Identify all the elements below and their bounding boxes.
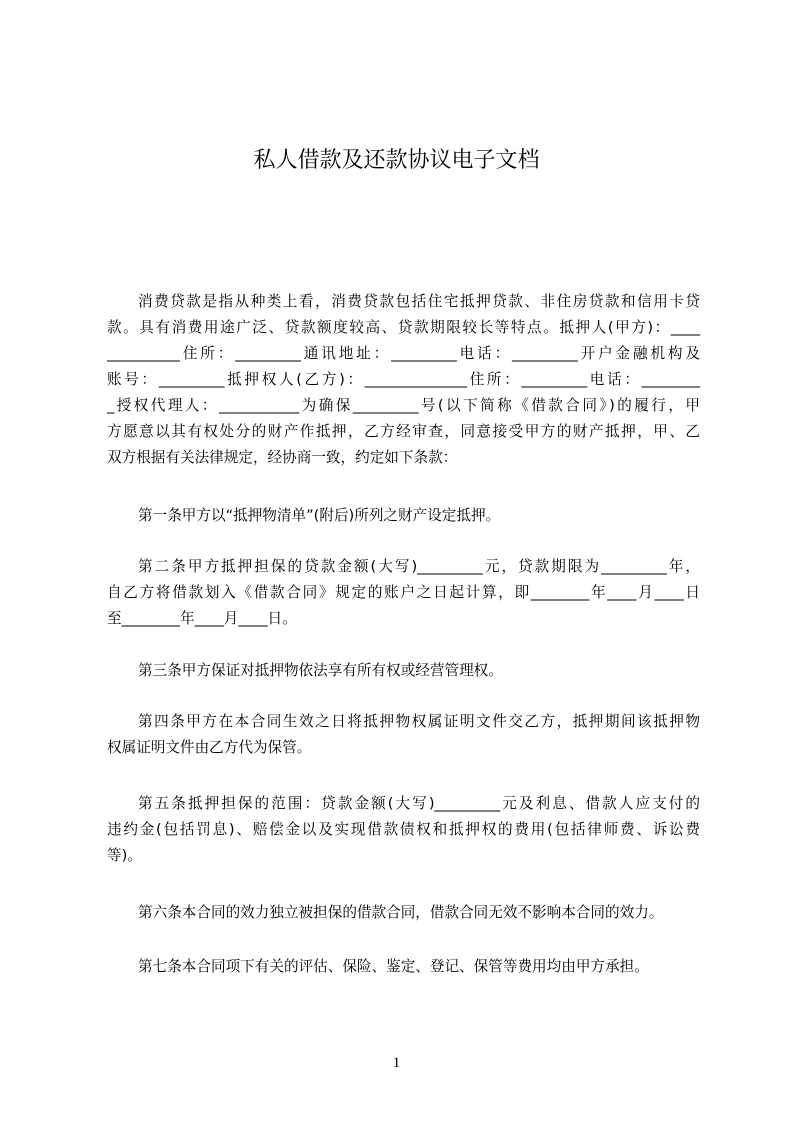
paragraph-line: 双方根据有关法律规定，经协商一致，约定如下条款： [107,449,458,466]
paragraph-line: 自乙方将借款划入《借款合同》规定的账户之日起计算，即________年____月____日 [107,584,700,601]
paragraph-line: __________住所：_________通讯地址：_________电话：_________开户金融机构及 [107,345,700,362]
paragraph-line: 等)。 [107,847,142,864]
paragraph-line: 第七条本合同项下有关的评估、保险、鉴定、登记、保管等费用均由甲方承担。 [138,958,649,975]
paragraph-line: 第一条甲方以“抵押物清单”(附后)所列之财产设定抵押。 [138,507,501,524]
paragraph-line: 第六条本合同的效力独立被担保的借款合同，借款合同无效不影响本合同的效力。 [138,904,664,921]
paragraph-line: 第四条甲方在本合同生效之日将抵押物权属证明文件交乙方，抵押期间该抵押物 [138,713,700,730]
paragraph-line: 第二条甲方抵押担保的贷款金额(大写)_________元，贷款期限为_________年， [138,558,700,575]
document-title: 私人借款及还款协议电子文档 [253,148,540,173]
paragraph-line: 第五条抵押担保的范围：贷款金额(大写)_________元及利息、借款人应支付的 [138,795,700,812]
paragraph-line: 第三条甲方保证对抵押物依法享有所有权或经营管理权。 [138,662,503,679]
paragraph-line: 款。具有消费用途广泛、贷款额度较高、贷款期限较长等特点。抵押人(甲方)：____ [107,319,700,336]
paragraph-line: 消费贷款是指从种类上看，消费贷款包括住宅抵押贷款、非住房贷款和信用卡贷 [138,293,700,310]
paragraph-line: 权属证明文件由乙方代为保管。 [107,739,312,756]
paragraph-line: 方愿意以其有权处分的财产作抵押，乙方经审查，同意接受甲方的财产抵押，甲、乙 [107,423,700,440]
page-number: 1 [392,1055,401,1071]
paragraph-line: 违约金(包括罚息)、赔偿金以及实现借款债权和抵押权的费用(包括律师费、诉讼费 [107,821,700,838]
paragraph-line: 至________年____月____日。 [107,610,297,627]
paragraph-line: 账号：_________抵押权人(乙方)：______________住所：_________电话：________ [107,371,700,388]
paragraph-line: _授权代理人：___________为确保_________号(以下简称《借款合同》)的履行，甲 [107,397,700,414]
